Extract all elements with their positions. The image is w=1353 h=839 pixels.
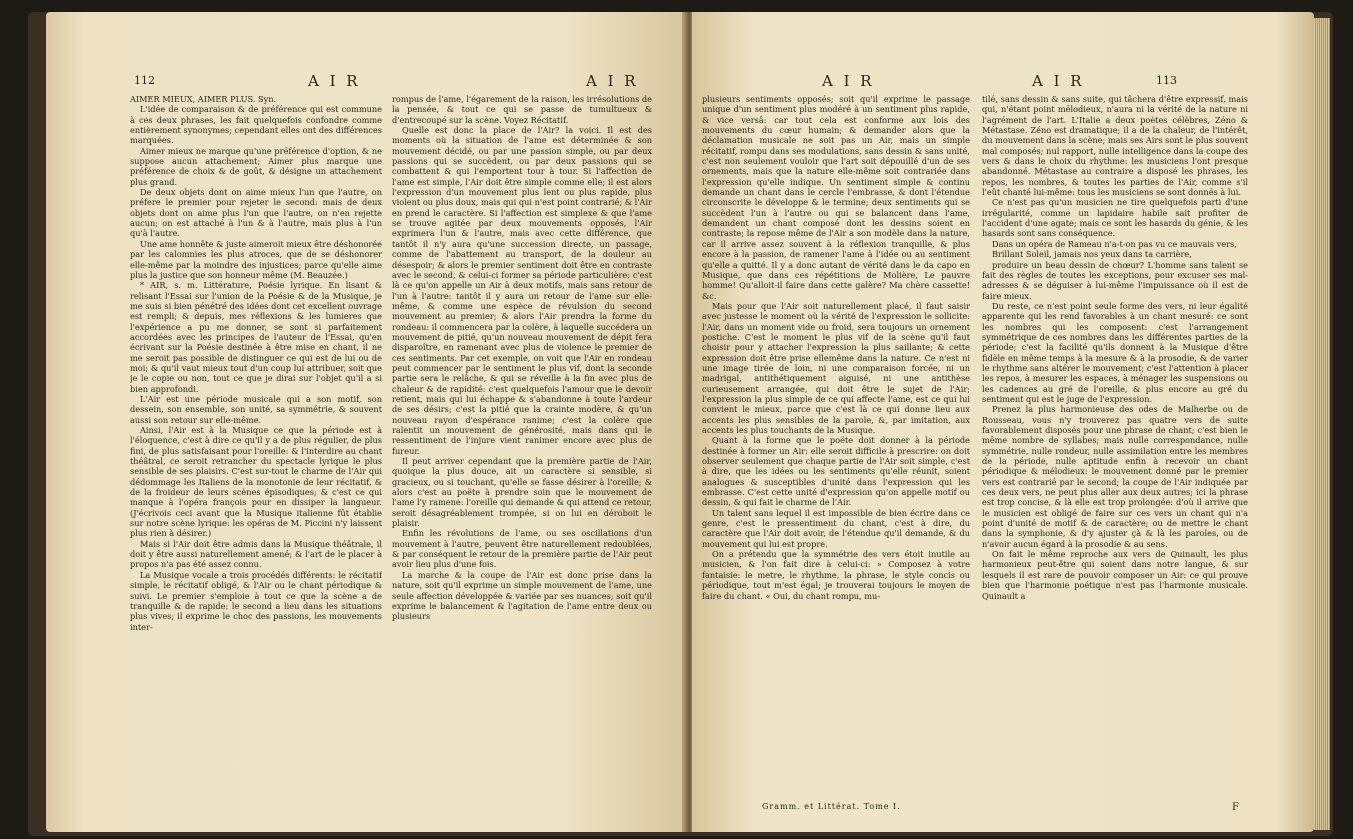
left-page [46,12,686,832]
paragraph: La Musique vocale a trois procédés différents: le récitatif simple, le récitatif obligé, & l'Air ou le chant périodique & suivi. Le premier s'emploie à tout ce que la scène a de tranquille & de rapide: le second a lieu dans les situations plus vives; il exprime le choc des passions, les mouvements inter- [130,569,382,632]
paragraph: Dans un opéra de Rameau n'a-t-on pas vu ce mauvais vers, [992,238,1237,249]
text-column [130,94,382,816]
paragraph: Brillant Soleil, jamais nos yeux dans ta carrière, [992,249,1192,260]
right-page [692,12,1314,832]
paragraph: Il peut arriver cependant que la première partie de l'Air, quoique la plus douce, ait un caractère si sensible, si gracieux, ou si touchant, qu'elle se fasse désirer à l'oreille; & alors c'est au poëte à prendre soin que le mouvement de l'ame l'y ramene: l'oreille qui demande & qui attend ce retour, seroit désagréablement trompée, si on lui en déroboit le plaisir. [392,456,652,529]
paragraph: Quant à la forme que le poëte doit donner à la période destinée à former un Air: elle seroit difficile à prescrire: on doit observer seulement que chaque partie de l'Air soit simple, c'est à dire, que les idées ou les sentiments qu'elle réunit, soient analogues & susceptibles d'unité dans l'expression qui les embrasse. C'est cette unité d'expression qu'on appelle motif ou dessin, & qui fait le charme de l'Air. [702,435,970,508]
text-column [392,94,652,816]
running-head: A I R [586,72,639,90]
paragraph: Un talent sans lequel il est impossible de bien écrire dans ce genre, c'est le pressentiment du chant, c'est à dire, du caractère que l'Air doit avoir, de l'étendue qu'il demande, & du mouvement qui lui est propre. [702,507,970,549]
paragraph: On a prétendu que la symmétrie des vers étoit inutile au musicien, & l'on fait dire à celui-ci: » Composez à votre fantaisie: le metre, le rhythme, la phrase, le style concis ou périodique, tout m'est égal; je trouverai toujours le moyen de faire du chant. « Oui, du chant rompu, mu- [702,549,970,601]
signature-mark: F [1232,802,1239,813]
paragraph: Ce n'est pas qu'un musicien ne tire quelquefois parti d'une irrégularité, comme un lapidaire habile sait profiter de l'accident d'une agate; mais ce sont les hasards du génie, & les hasards sont sans conséquence. [982,197,1248,239]
paragraph: De deux objets dont on aime mieux l'un que l'autre, on préfere le premier pour rejeter le second: mais de deux objets dont on aime plus l'un que l'autre, on n'en rejette aucun; on est attaché à l'un & à l'autre, mais plus à l'un qu'à l'autre. [130,187,382,239]
paragraph: produire un beau dessin de chœur? L'homme sans talent se fait des règles de toutes les exceptions, pour excuser ses mal-adresses & se déguiser à lui-même l'impuissance où il est de faire mieux. [982,259,1248,301]
paragraph: La marche & la coupe de l'Air est donc prise dans la nature, soit qu'il exprime un simple mouvement de l'ame, une seule affection développée & variée par ses nuances; soit qu'il exprime le balancement & l'agitation de l'ame entre deux ou plusieurs [392,569,652,622]
paragraph: plusieurs sentiments opposés; soit qu'il exprime le passage unique d'un sentiment plus modéré à un sentiment plus rapide, & vice versâ: car tout cela est conforme aux lois des mouvements du cœur humain; & demander alors que la déclamation musicale ne soit pas un Air, mais un simple récitatif, rompu dans ses modulations, sans dessin & sans unité, c'est non seulement vouloir que l'art soit dépouillé d'un de ses ornements, mais que la nature elle-même soit contrariée dans l'expression qu'elle indique. Un sentiment simple & continu demande un chant dans le cercle l'embrasse, & dont l'étendue circonscrite le développe & le termine; deux sentiments qui se succèdent l'un à l'autre ou qui se balancent dans l'ame, demandent un chant composé dont les dessins soient en contraste; la repose même de l'Air a son modèle dans la nature, car il arrive assez souvent à la réflexion tranquille, & plus encore à la passion, de ramener l'ame à l'idée ou au sentiment qu'elle a quitté. Il y a donc autant de vérité dans le da capo en Musique, que dans ces répétitions de Molière, Le pauvre homme! Qu'alloit-il faire dans cette galère? Ma chère cassette! &c. [702,94,970,301]
paragraph: Mais si l'Air doit être admis dans la Musique théâtrale, il doit y être aussi naturellement amené; & l'art de le placer à propos n'a pas été assez connu. [130,538,382,570]
footer-line: Gramm. et Littérat. Tome I. [762,802,901,811]
text-column [982,94,1248,816]
paragraph: * AIR, s. m. Littérature, Poésie lyrique. En lisant & relisant l'Essai sur l'union de la Poésie & de la Musique, je me suis si bien pénétré des idées dont cet excellent ouvrage est rempli; & depuis, mes réflexions & les lumieres que l'expérience a pu me donner, se sont si parfaitement accordées avec les principes de l'auteur de l'Essai, qu'en écrivant sur la Poésie destinée à être mise en chant, il ne me seroit pas possible de distinguer ce qui est de lui ou de moi; & qu'il vaut mieux tout d'un coup lui attribuer, soit que je le copie ou non, tout ce que je dirai sur l'objet qu'il a si bien approfondi. [130,280,382,394]
paragraph: AIMER MIEUX, AIMER PLUS. Syn. [130,94,277,104]
paragraph: tilé, sans dessin & sans suite, qui tâchera d'être expressif, mais qui, n'étant point mélodieux, n'aura ni la vérité de la nature ni l'agrément de l'art. L'Italie a deux poètes célèbres, Zéno & Métastase. Zéno est dramatique; il a de la chaleur, de l'intérêt, du mouvement dans la scène; mais ses Airs sont le plus souvent mal composés; nul rapport, nulle intelligence dans la coupe des vers & dans le choix du rhythme: les musiciens l'ont presque abandonné. Métastase au contraire a disposé les phrases, les repos, les nombres, & toutes les parties de l'Air, comme s'il l'eût chanté lui-même: tous les musiciens se sont donnés à lui. [982,94,1248,198]
paragraph: Prenez la plus harmonieuse des odes de Malherbe ou de Rousseau, vous n'y trouverez pas quatre vers de suite favorablement disposés pour une phrase de chant; c'est bien le même nombre de syllabes; mais nulle correspondance, nulle symmétrie, nulle rondeur, nulle assimilation entre les membres de la période, nulle aptitude enfin à recevoir un chant périodique & mélodieux: le mouvement donné par le premier vers est contrarié par le second; la coupe de l'Air indiquée par ces deux vers, ne peut plus aller aux deux autres; ici la phrase est trop concise, & là elle est trop prolongée: d'où il arrive que le musicien est obligé de faire sur ces vers un chant qui n'a point d'unité de motif & de caractère; ou de mettre le chant dans la symphonie, & d'y ajuster çà & là les paroles, ou de n'avoir aucun égard à la prosodie & au sens. [982,404,1248,549]
open-book [28,12,1333,836]
page-number: 112 [134,74,155,87]
paragraph: L'Air est une période musicale qui a son motif, son dessein, son ensemble, son unité, sa symmétrie, & souvent aussi son retour sur elle-même. [130,393,382,425]
page-number: 113 [1156,74,1177,87]
paragraph: Enfin les révolutions de l'ame, ou ses oscillations d'un mouvement à l'autre, peuvent être naturellement redoublées, & par conséquent le retour de la première partie de l'Air peut avoir lieu plus d'une fois. [392,528,652,570]
paragraph: L'idée de comparaison & de préférence qui est commune à ces deux phrases, les fait quelquefois confondre comme entièrement synonymes; cependant elles ont des différences marquées. [130,104,382,146]
paragraph: Quelle est donc la place de l'Air? la voici. Il est des moments où la situation de l'ame est déterminée & son mouvement décidé, ou par une passion simple, ou par deux passions qui se succèdent, ou par deux passions qui se combattent & qui l'emportent tour à tour. Si l'affection de l'ame est simple, l'Air doit être simple comme elle; il est alors l'expression d'un mouvement plus lent ou plus rapide, plus violent ou plus doux, mais qui qui n'est point contrarié; & l'Air en prend le caractère. Si l'affection est simplexe & que l'ame se trouve agitée par deux mouvements opposés, l'Air exprimera l'un & l'autre, mais avec cette différence, que tantôt il n'y aura qu'une succession directe, un passage, comme de l'abattement au transport, de la douleur au désespoir; & alors le premier sentiment doit être en contraste avec le second, & celui-ci former sa période particulière: c'est là ce qu'on appelle un Air à deux motifs, mais sans retour de l'un à l'autre: tantôt il y aura un retour de l'ame sur elle-même, & comme une espèce de révulsion du second mouvement au premier; & alors l'Air prendra la forme du rondeau: il commencera par la colère, à laquelle succédera un mouvement de pitié, qu'un nouveau mouvement de dépit fera disparoître, en ramenant avec plus de violence le premier de ces sentiments. Par cet exemple, on voit que l'Air en rondeau peut commencer par le sentiment le plus vif, dont la seconde partie sera le relâche, & qui se réveille à la fin avec plus de chaleur & de rapidité: c'est quelquefois l'amour que le devoir retient, mais qui lui échappe & s'abandonne à toute l'ardeur de ses désirs; c'est la pitié que la crainte modère, & qu'un nouveau rayon d'espérance ranime; c'est la colère que ralentit un mouvement de générosité, mais dans qui le ressentiment de l'injure vient ranimer encore avec plus de fureur. [392,125,652,456]
paragraph: rompus de l'ame, l'égarement de la raison, les irrésolutions de la pensée, & tout ce qui se passe de tumultueux & d'entrecoupé sur la scène. Voyez Récitatif. [392,94,652,125]
paragraph: Aimer mieux ne marque qu'une préférence d'option, & ne suppose aucun attachement; Aimer plus marque une préférence de choix & de goût, & désigne un attachement plus grand. [130,145,382,187]
text-column [702,94,970,800]
running-head: A I R [822,72,875,90]
paragraph: Une ame honnête & juste aimeroit mieux être déshonorée par les calomnies les plus atroces, que de se déshonorer elle-même par la moindre des injustices; parce qu'elle aime plus la justice que son honneur même (M. Beauzée.) [130,238,382,280]
running-head: A I R [308,72,361,90]
running-head: A I R [1032,72,1085,90]
paragraph: Du reste, ce n'est point seule forme des vers, ni leur égalité apparente qui les rend favorables à un chant mesuré: ce sont les nombres qui les composent: c'est l'arrangement symmétrique de ces nombres dans les différentes parties de la période; c'est la facilité qu'ils donnent à la Musique d'être fidèle en même temps à la mesure & à la prosodie, & de varier le rhythme sans altérer le mouvement; c'est l'attention à placer les repos, à mesurer les espaces, à ménager les suspensions ou les cadences au gré de l'oreille, & plus encore au gré du sentiment qui est le juge de l'expression. [982,300,1248,404]
page-edges [1314,18,1330,830]
paragraph: Ainsi, l'Air est à la Musique ce que la période est à l'éloquence, c'est à dire ce qu'il y a de plus régulier, de plus fini, de plus satisfaisant pour l'oreille: & l'interdire au chant théâtral, ce seroit retrancher du spectacle lyrique le plus sensible de ses plaisirs. C'est sur-tout le charme de l'Air qui dédommage les Italiens de la monotonie de leur récitatif, & de la froideur de leurs scènes épisodiques; & c'est ce qui manque à l'opéra françois pour en dissiper la langueur. (J'écrivois ceci avant que la Musique italienne fût établie sur notre scène lyrique: les opéras de M. Piccini n'y laissent plus rien à désirer.) [130,425,382,539]
paragraph: Mais pour que l'Air soit naturellement placé, il faut saisir avec justesse le moment où la vérité de l'expression le sollicite: l'Air, dans un moment vide ou froid, sera toujours un ornement postiche. C'est le moment le plus vif de la scène qu'il faut choisir pour y attacher l'expression la plus saillante; & cette expression doit être prise ellemême dans la nature. Ce n'est ni une image tirée de loin, ni une comparaison forcée, ni un madrigal, antithétiquement aiguisé, ni une antithèse curieusement arrangée, qui doit être le sujet de l'Air; l'expression la plus simple de ce qui affecte l'ame, est ce qui lui convient le mieux, parce que c'est là ce qui donne lieu aux accents les plus sensibles de la parole, &, par imitation, aux accents les plus touchants de la Musique. [702,300,970,435]
paragraph: On fait le même reproche aux vers de Quinault, les plus harmonieux peut-être qui soient dans notre langue, & sur lesquels il est rare de pouvoir composer un Air: ce qui prouve bien que l'harmonie poétique n'est pas l'harmonie musicale. Quinault a [982,549,1248,601]
